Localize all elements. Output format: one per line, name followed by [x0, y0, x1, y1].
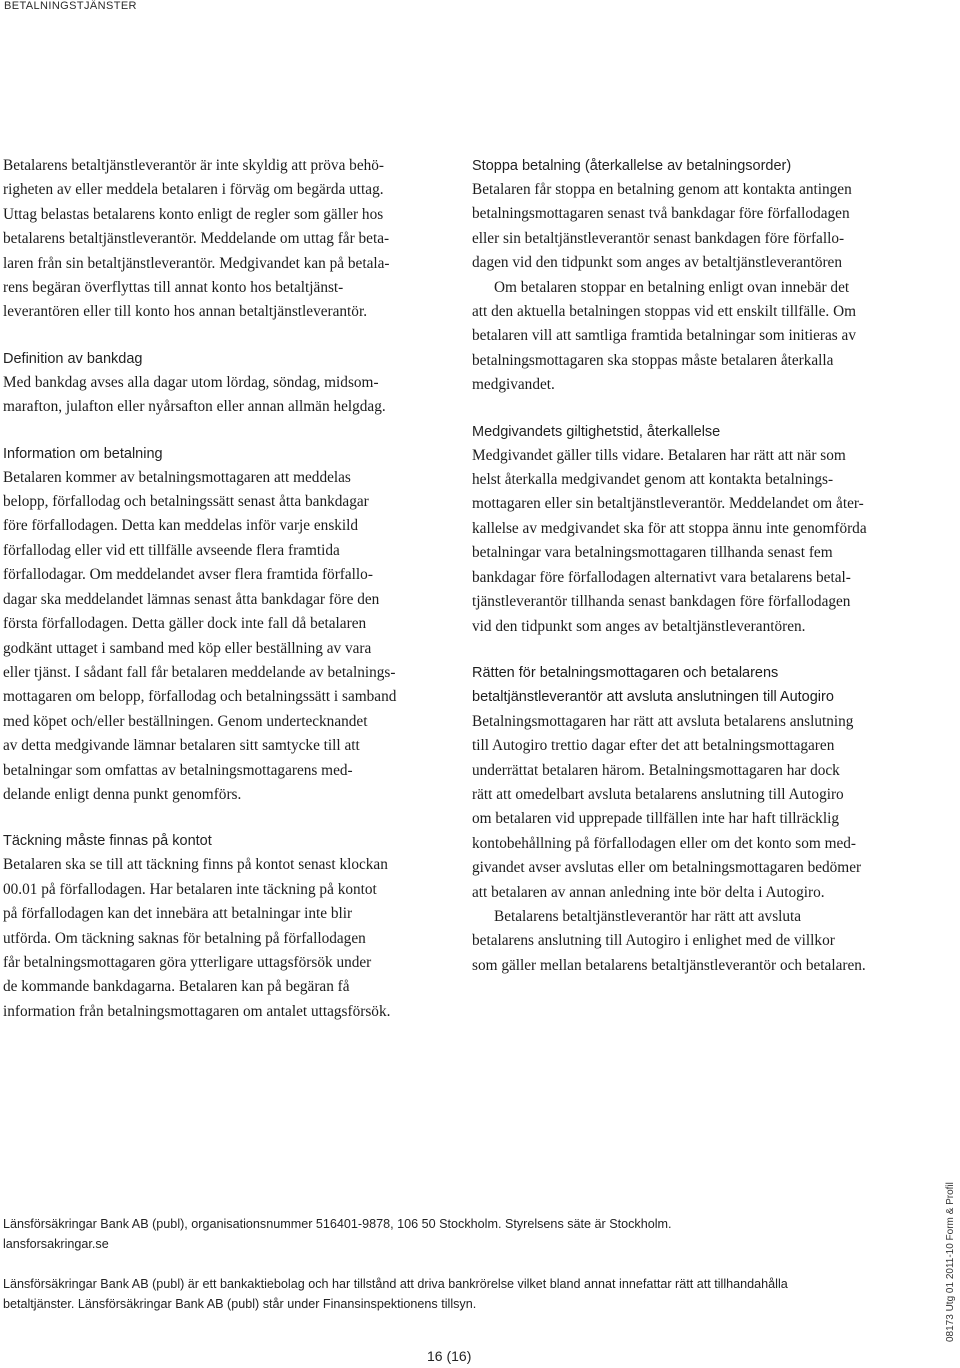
text-line: till Autogiro trettio dagar efter det att betalningsmottagaren [472, 737, 835, 755]
termination-body [472, 710, 922, 905]
text-line: Uttag belastas betalarens konto enligt de regler som gäller hos [3, 205, 384, 223]
text-line: rätt att omedelbart avsluta betalarens anslutning till Autogiro [472, 785, 844, 803]
termination-body-2 [472, 905, 922, 978]
section-heading-termination [472, 661, 922, 710]
text-line: 00.01 på förfallodagen. Har betalaren inte täckning på kontot [3, 880, 377, 898]
text-line: betalningsmottagaren senast två bankdagar före förfallodagen [472, 205, 850, 223]
side-print-code: 08173 Utg 01 2011-10 Form & Profil [945, 1182, 956, 1342]
coverage-body [3, 853, 443, 1024]
text-line: att den aktuella betalningen stoppas vid ett enskilt tillfälle. Om [472, 303, 857, 321]
payment-info-section [3, 442, 443, 808]
right-column [472, 154, 922, 1000]
text-line: righeten av eller meddela betalaren i förväg om begärda uttag. [3, 181, 384, 199]
text-line: betaltjänstleverantör att avsluta anslutningen till Autogiro [472, 689, 834, 706]
text-line: mottagaren om belopp, förfallodag och betalningssätt i samband [3, 688, 397, 706]
text-line: vid den tidpunkt som anges av betaltjänstleverantören. [472, 617, 806, 635]
text-line: betalningsmottagaren ska stoppas måste betalaren återkalla [472, 351, 834, 369]
text-line: som gäller mellan betalarens betaltjänstleverantör och betalaren. [472, 956, 866, 974]
text-line: kallelse av medgivandet ska för att stoppa ännu inte genomförda [472, 519, 867, 537]
text-line: Betalningsmottagaren har rätt att avsluta betalarens anslutning [472, 712, 854, 730]
text-line: om betalaren vid upprepade tillfällen inte har haft tillräcklig [472, 810, 839, 828]
bankday-body [3, 371, 443, 420]
validity-section [472, 420, 922, 639]
text-line: första förfallodagen. Detta gäller dock inte fall då betalaren [3, 615, 367, 633]
text-line: eller sin betaltjänstleverantör senast bankdagen före förfallo- [472, 229, 845, 247]
validity-body [472, 444, 922, 639]
text-line: helst återkalla medgivandet genom att kontakta betalnings- [472, 471, 834, 489]
stop-payment-body-2 [472, 276, 922, 398]
text-line: utförda. Om täckning saknas för betalning på förfallodagen [3, 929, 366, 947]
text-line: Betalarens betaltjänstleverantör har rätt att avsluta [494, 907, 802, 925]
coverage-section [3, 829, 443, 1024]
text-line: förfallodag eller vid ett tillfälle avseende flera framtida [3, 541, 340, 559]
text-line: Länsförsäkringar Bank AB (publ) är ett bankaktiebolag och har tillstånd att driva bankrörelse vilket bland annat innefattar rätt att tillhandahålla [3, 1277, 788, 1291]
footer-company-info [3, 1214, 672, 1254]
section-heading-payment-info: Information om betalning [3, 445, 163, 462]
document-header-label: BETALNINGSTJÄNSTER [4, 0, 137, 12]
text-line: dagar ska meddelandet lämnas senast åtta bankdagar före den [3, 590, 380, 608]
text-line: betalarens anslutning till Autogiro i enlighet med de villkor [472, 932, 835, 950]
text-line: Med bankdag avses alla dagar utom lördag, söndag, midsom- [3, 373, 379, 391]
left-column [3, 154, 443, 1046]
stop-payment-section [472, 154, 922, 398]
text-line: belopp, förfallodag och betalningssätt senast åtta bankdagar [3, 493, 369, 511]
text-line: dagen vid den tidpunkt som anges av betaltjänstleverantören [472, 254, 842, 272]
text-line: marafton, julafton eller nyårsafton eller annan allmän helgdag. [3, 398, 386, 416]
bankday-section [3, 347, 443, 420]
text-line: Betalarens betaltjänstleverantör är inte skyldig att pröva behö- [3, 157, 385, 174]
text-line: laren från sin betaltjänstleverantör. Medgivandet kan på betala- [3, 254, 390, 272]
text-line: Betalaren kommer av betalningsmottagaren att meddelas [3, 468, 351, 486]
text-line: betaltjänster. Länsförsäkringar Bank AB (publ) står under Finansinspektionens tillsyn. [3, 1297, 477, 1311]
text-line: information från betalningsmottagaren om antalet uttagsförsök. [3, 1002, 391, 1020]
text-line: Rätten för betalningsmottagaren och betalarens [472, 664, 779, 681]
payment-info-body [3, 466, 443, 808]
text-line: Länsförsäkringar Bank AB (publ), organisationsnummer 516401-9878, 106 50 Stockholm. Styrelsens säte är Stockholm. [3, 1217, 672, 1231]
text-line: godkänt uttaget i samband med köp eller beställning av vara [3, 639, 372, 657]
text-line: före förfallodagen. Detta kan meddelas inför varje enskild [3, 517, 359, 535]
termination-section [472, 661, 922, 978]
text-line: betalarens betaltjänstleverantör. Meddelande om uttag får beta- [3, 230, 390, 248]
page-number: 16 (16) [427, 1348, 472, 1364]
section-heading-bankday: Definition av bankdag [3, 350, 143, 367]
text-line: förfallodagar. Om meddelandet avser flera framtida förfallo- [3, 566, 373, 584]
text-line: mottagaren eller sin betaltjänstleverantör. Meddelandet om åter- [472, 495, 864, 513]
text-line: med köpet och/eller beställningen. Genom undertecknandet [3, 712, 368, 730]
text-line: rens begäran överflyttas till annat konto hos betaltjänst- [3, 279, 344, 297]
text-line: Betalaren får stoppa en betalning genom att kontakta antingen [472, 181, 852, 198]
text-line: betalaren vill att samtliga framtida betalningar som initieras av [472, 327, 856, 345]
text-line: tjänstleverantör tillhanda senast bankdagen före förfallodagen [472, 593, 851, 611]
text-line: leverantören eller till konto hos annan betaltjänstleverantör. [3, 303, 368, 321]
text-line: lansforsakringar.se [3, 1237, 109, 1251]
text-line: på förfallodagen kan det innebära att betalningar inte blir [3, 905, 353, 923]
text-line: får betalningsmottagaren göra ytterligare uttagsförsök under [3, 953, 372, 971]
section-heading-validity: Medgivandets giltighetstid, återkallelse [472, 423, 721, 440]
text-line: Betalaren ska se till att täckning finns på kontot senast klockan [3, 856, 388, 874]
text-line: bankdagar före förfallodagen alternativt vara betalarens betal- [472, 568, 851, 586]
text-line: underrättat betalaren härom. Betalningsmottagaren har dock [472, 761, 840, 779]
text-line: delande enligt denna punkt genomförs. [3, 785, 242, 803]
text-line: givandet avser avslutas eller om betalningsmottagaren bedömer [472, 859, 862, 877]
text-line: Medgivandet gäller tills vidare. Betalaren har rätt att när som [472, 446, 846, 464]
text-line: kontobehållning på förfallodagen eller om det konto som med- [472, 834, 857, 852]
text-line: Om betalaren stoppar en betalning enligt ovan innebär det [494, 278, 850, 296]
text-line: eller tjänst. I sådant fall får betalaren meddelande av betalnings- [3, 663, 396, 681]
text-line: betalningar vara betalningsmottagaren tillhanda senast fem [472, 544, 833, 562]
text-line: betalningar som omfattas av betalningsmottagarens med- [3, 761, 353, 779]
footer-legal-info [3, 1274, 788, 1314]
stop-payment-body [472, 178, 922, 276]
section-heading-coverage: Täckning måste finnas på kontot [3, 833, 212, 850]
text-line: de kommande bankdagarna. Betalaren kan på begäran få [3, 978, 350, 996]
text-line: av detta medgivande lämnar betalaren sitt samtycke till att [3, 737, 360, 755]
text-line: att betalaren av annan anledning inte bör delta i Autogiro. [472, 883, 825, 901]
intro-section [3, 154, 443, 325]
section-heading-stop-payment: Stoppa betalning (återkallelse av betalningsorder) [472, 158, 792, 174]
text-line: medgivandet. [472, 376, 555, 394]
